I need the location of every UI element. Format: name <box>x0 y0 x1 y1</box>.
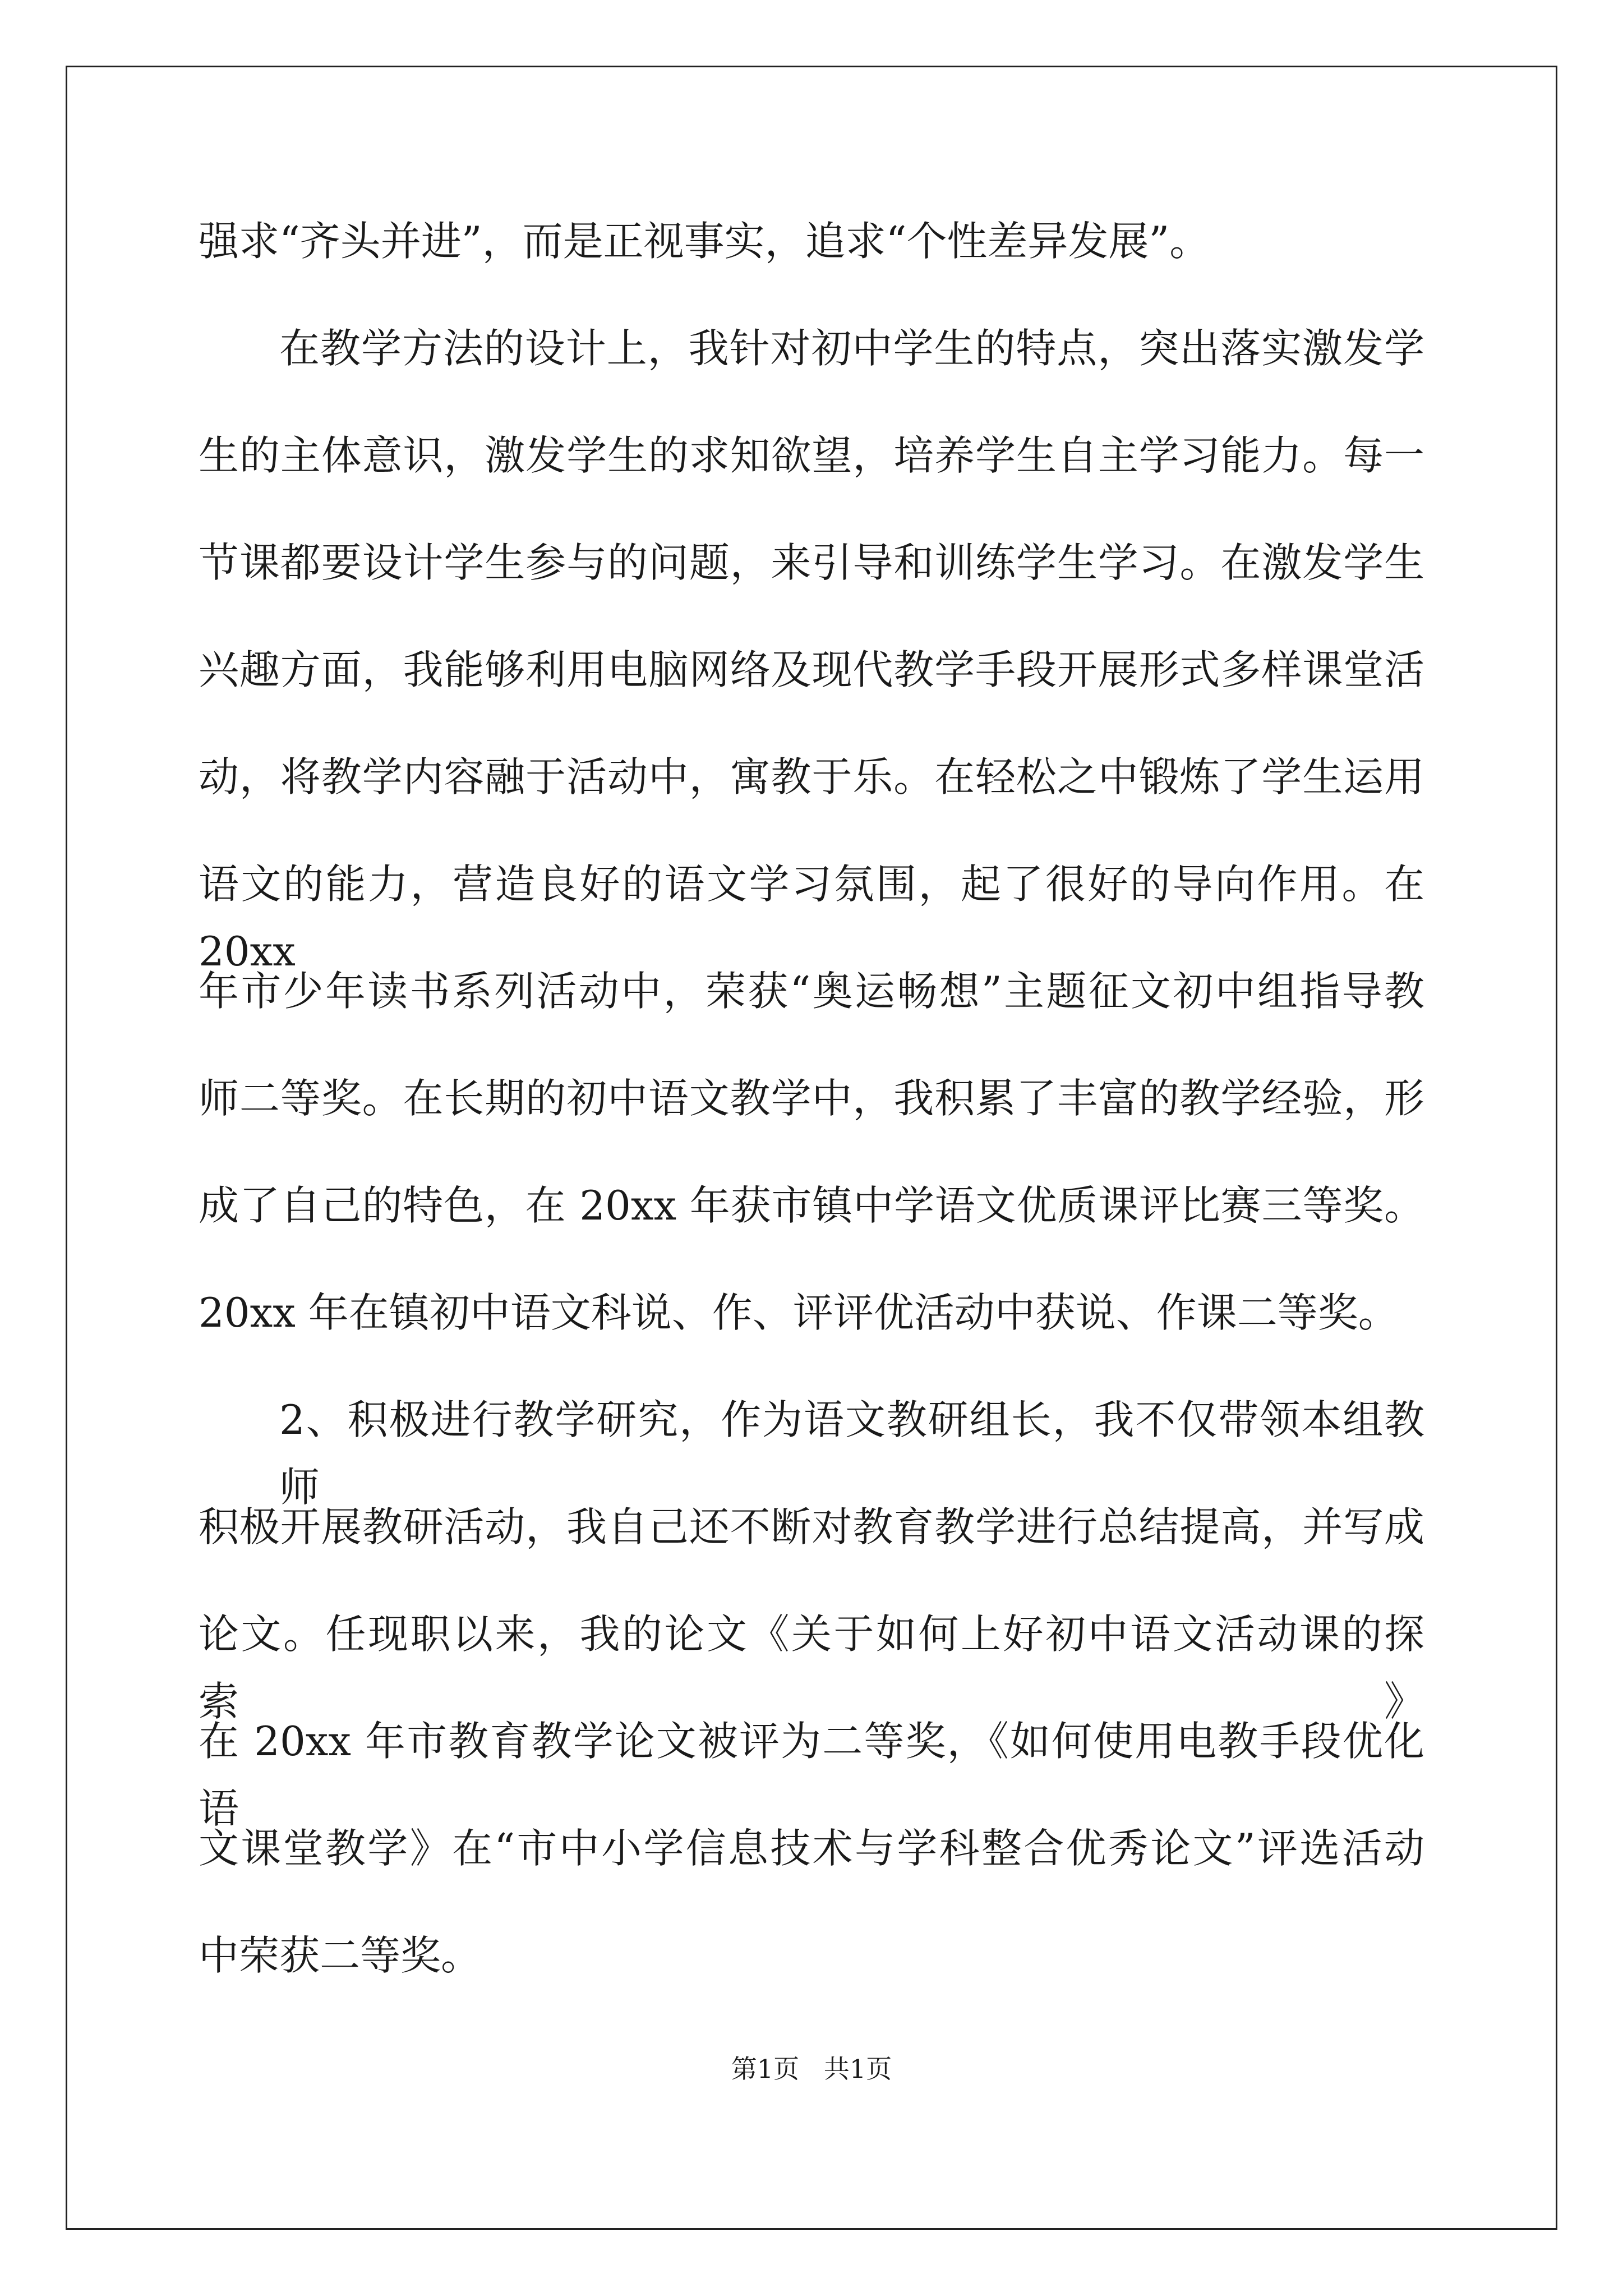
text-line: 论文。任现职以来，我的论文《关于如何上好初中语文活动课的探索》 <box>199 1611 1424 1725</box>
text-line: 年市少年读书系列活动中，荣获“奥运畅想”主题征文初中组指导教 <box>199 968 1424 1015</box>
text-line: 在教学方法的设计上，我针对初中学生的特点，突出落实激发学 <box>279 325 1424 372</box>
text-line: 中荣获二等奖。 <box>199 1932 482 1979</box>
text-line: 语文的能力，营造良好的语文学习氛围，起了很好的导向作用。在 20xx <box>199 861 1424 975</box>
text-line: 20xx 年在镇初中语文科说、作、评评优活动中获说、作课二等奖。 <box>199 1289 1399 1336</box>
text-line: 动，将教学内容融于活动中，寓教于乐。在轻松之中锻炼了学生运用 <box>199 753 1424 800</box>
text-line: 成了自己的特色，在 20xx 年获市镇中学语文优质课评比赛三等奖。 <box>199 1182 1424 1229</box>
text-line: 文课堂教学》在“市中小学信息技术与学科整合优秀论文”评选活动 <box>199 1825 1424 1872</box>
text-line: 积极开展教研活动，我自己还不断对教育教学进行总结提高，并写成 <box>199 1503 1424 1550</box>
text-line: 强求“齐头并进”，而是正视事实，追求“个性差异发展”。 <box>199 218 1210 265</box>
text-line: 生的主体意识，激发学生的求知欲望，培养学生自主学习能力。每一 <box>199 432 1424 479</box>
text-line: 2、积极进行教学研究，作为语文教研组长，我不仅带领本组教师 <box>279 1396 1424 1511</box>
text-line: 节课都要设计学生参与的问题，来引导和训练学生学习。在激发学生 <box>199 539 1424 586</box>
text-line: 在 20xx 年市教育教学论文被评为二等奖，《如何使用电教手段优化语 <box>199 1718 1424 1832</box>
text-line: 师二等奖。在长期的初中语文教学中，我积累了丰富的教学经验，形 <box>199 1075 1424 1122</box>
document-body <box>199 208 1424 2029</box>
page-footer: 第1页 共1页 <box>731 2054 892 2084</box>
text-line: 兴趣方面，我能够利用电脑网络及现代教学手段开展形式多样课堂活 <box>199 646 1424 693</box>
